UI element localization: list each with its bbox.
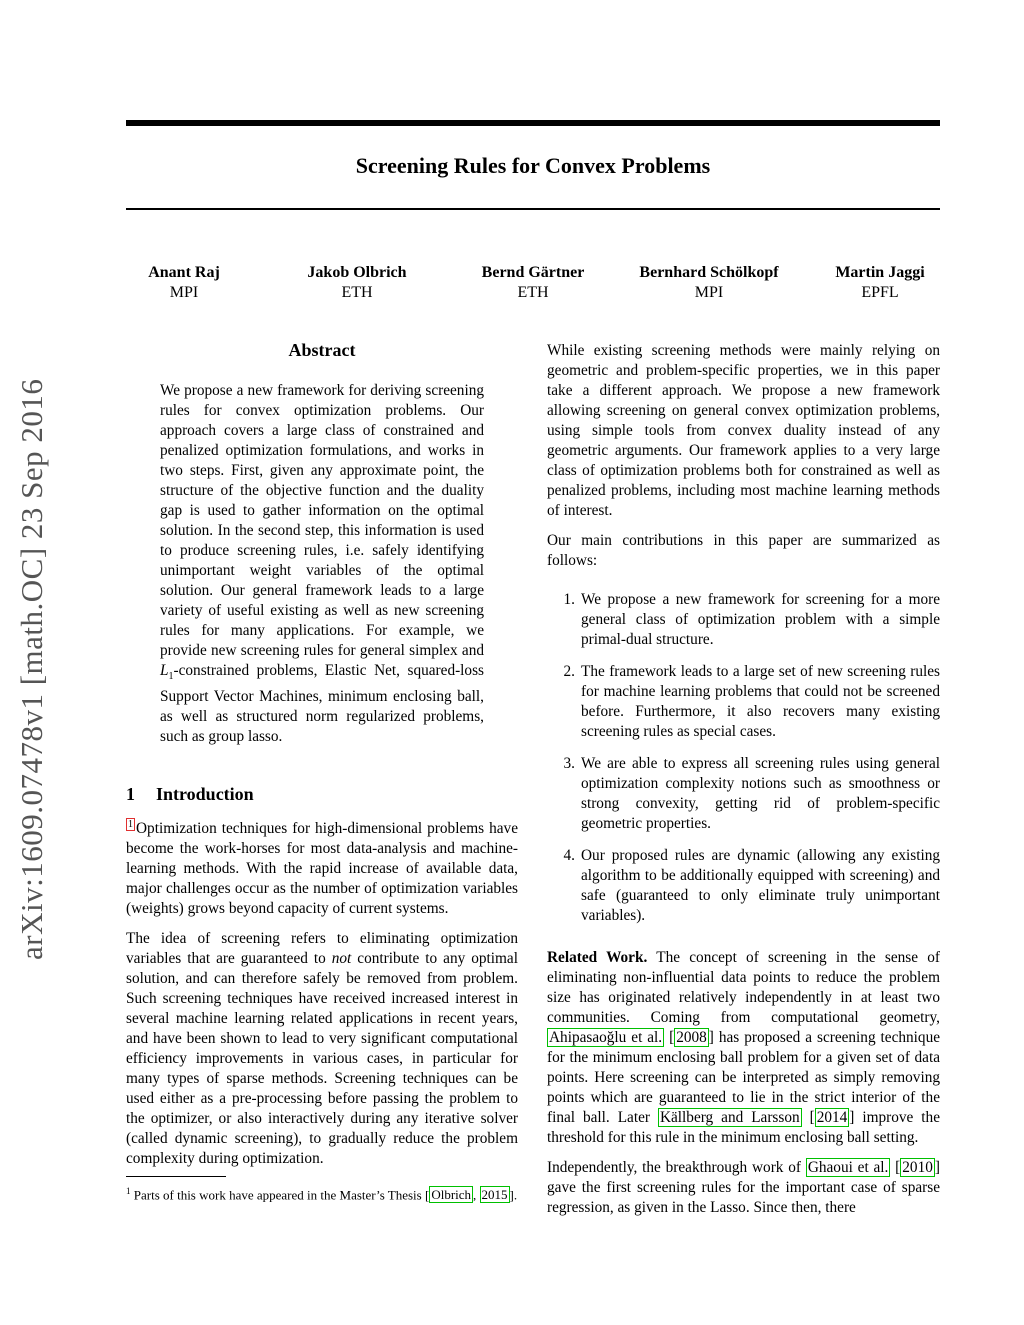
list-text: We are able to express all screening rules using general optimization complexity notions such as smoothness or strong convexity, getting rid of problem-specific geometric properties. xyxy=(581,755,940,832)
intro-paragraph-1 xyxy=(126,818,518,919)
paragraph-text: Optimization techniques for high-dimensional problems have become the work-horses for most data-analysis and machine-learning methods. With the rapid increase of available data, major challenges occur as the number of optimization variables (weights) grows beyond capacity of current systems. xyxy=(126,820,518,918)
paragraph-text: improve the threshold for this rule in the minimum enclosing ball setting. xyxy=(547,1109,940,1146)
footnote-text: Parts of this work have appeared in the Master’s Thesis [ xyxy=(133,1187,430,1203)
math-subscript: 1 xyxy=(168,671,174,683)
paragraph-text: The concept of screening in the sense of eliminating non-influential data points to reduce the problem size has originated relatively independently in at least two communities. Coming from computational geometry, xyxy=(547,949,940,1026)
citation-year-link[interactable]: 2015 xyxy=(481,1187,508,1203)
abstract-heading: Abstract xyxy=(288,340,356,360)
citation-year-link[interactable]: 2008 xyxy=(676,1029,707,1046)
citation-link[interactable]: Olbrich xyxy=(431,1187,472,1203)
contributions-list xyxy=(547,590,940,926)
list-text: Our proposed rules are dynamic (allowing any existing algorithm to be additionally equipped with screening) and safe (guaranteed to only eliminate truly unimportant variables). xyxy=(581,847,940,924)
author-name: Bernhard Schölkopf xyxy=(639,264,779,281)
author-block-4 xyxy=(624,263,794,303)
list-item xyxy=(547,846,940,926)
abstract-text xyxy=(160,381,484,747)
author-affiliation: EPFL xyxy=(861,284,899,301)
title-bottom-rule xyxy=(126,208,940,210)
title-top-rule xyxy=(126,120,940,126)
author-block-3 xyxy=(448,263,618,303)
right-column xyxy=(547,341,940,1218)
list-item xyxy=(547,662,940,742)
citation-year-link[interactable]: 2014 xyxy=(816,1109,848,1126)
footnote-number: 1 xyxy=(126,1186,131,1197)
footnote-link[interactable]: 1 xyxy=(128,819,133,831)
list-number: 3. xyxy=(563,755,575,772)
citation-separator: , xyxy=(473,1187,480,1203)
paragraph-label: Related Work. xyxy=(547,949,648,966)
author-affiliation: MPI xyxy=(169,284,199,301)
intro-paragraph-2 xyxy=(126,929,518,1169)
footnote-end: ]. xyxy=(509,1187,518,1203)
related-work-paragraph: Related Work. The concept of screening in the sense of eliminating non-influential data points to reduce the problem size has originated relatively independently in at least two communities. Coming from computational geometry, Ahipasaoğlu et al. [ 2008 ] has proposed a screening technique for the minimum enclosing ball problem for a given set of data points. Here screening can be interpreted as simply removing points which are guaranteed to lie in the strict interior of the final ball. Later Källberg and Larsson [ 2014 ] improve the threshold for this rule in the minimum enclosing ball setting. xyxy=(547,949,941,1146)
list-text: We propose a new framework for screening for a more general class of optimization problem with a simple primal-dual structure. xyxy=(581,591,940,648)
independently-paragraph: Independently, the breakthrough work of Ghaoui et al. [ 2010 ] gave the first screening rules for the important case of sparse regression, as given in the Lasso. Since then, there xyxy=(547,1159,940,1216)
footnote-divider xyxy=(126,1176,226,1177)
list-number: 2. xyxy=(563,663,575,680)
paragraph-text: has proposed a screening technique for the minimum enclosing ball problem for a given set of data points. Here screening can be interpreted as simply removing points which are guaranteed to lie in the strict interior of the final ball. Later xyxy=(547,1029,941,1126)
citation-link[interactable]: Ahipasaoğlu et al. xyxy=(549,1029,663,1046)
math-L1 xyxy=(160,662,169,679)
section-heading-introduction xyxy=(126,782,518,806)
paragraph-text: gave the first screening rules for the important case of sparse regression, as given in the Lasso. Since then, there xyxy=(547,1179,940,1216)
list-text: The framework leads to a large set of new screening rules for machine learning problems that could not be screened before. Furthermore, it also recovers many existing screening rules as special cases. xyxy=(581,663,940,740)
author-block-5 xyxy=(795,263,965,303)
right-paragraph-1: While existing screening methods were mainly relying on geometric and problem-specific properties, we in this paper take a different approach. We propose a new framework allowing screening on general convex optimization problems, using simple tools from convex duality instead of any geometric arguments. Our framework applies to a very large class of optimization problems both for constrained as well as penalized problems, including most machine learning methods of interest. xyxy=(547,342,940,519)
citation-link[interactable]: Källberg and Larsson xyxy=(659,1109,800,1126)
author-affiliation: ETH xyxy=(341,284,373,301)
list-number: 4. xyxy=(563,847,575,864)
author-affiliation: MPI xyxy=(694,284,724,301)
list-item xyxy=(547,754,940,834)
abstract-text-part: We propose a new framework for deriving screening rules for convex optimization problems. Our approach covers a large class of constrained and penalized optimization formulations, and works in two steps. First, given any approximate point, the structure of the objective function and the duality gap is used to gather information on the optimal solution. In the second step, this information is used to produce screening rules, i.e. safely identifying unimportant weight variables of the optimal solution. Our general framework leads to a large variety of useful existing as well as new screening rules for many applications. For example, we provide new screening rules for general simplex and xyxy=(160,382,484,659)
list-item xyxy=(547,590,940,650)
math-symbol: L xyxy=(160,662,169,679)
footnote xyxy=(126,1183,518,1203)
citation-year-link[interactable]: 2010 xyxy=(902,1159,933,1176)
abstract-text-part: -constrained problems, Elastic Net, squared-loss Support Vector Machines, minimum enclosing ball, as well as structured norm regularized problems, such as group lasso. xyxy=(160,662,484,746)
author-name: Bernd Gärtner xyxy=(481,264,585,281)
list-number: 1. xyxy=(563,591,575,608)
author-name: Jakob Olbrich xyxy=(307,264,407,281)
paragraph-text: contribute to any optimal solution, and can therefore safely be removed from problem. Such screening techniques have received increased interest in several machine learning related applications in recent years, and have been shown to lead to very significant computational efficiency improvements in various cases, in particular for many types of sparse methods. Screening techniques can be used either as a pre-processing before passing the problem to the optimizer, or also interactively during any iterative solver (called dynamic screening), to gradually reduce the problem complexity during optimization. xyxy=(126,950,518,1168)
citation-link[interactable]: Ghaoui et al. xyxy=(807,1159,889,1176)
author-block-1 xyxy=(99,263,269,303)
section-number: 1 xyxy=(126,784,135,805)
author-name: Anant Raj xyxy=(148,264,220,281)
left-column xyxy=(126,338,518,1203)
arxiv-identifier: arXiv:1609.07478v1 [math.OC] 23 Sep 2016 xyxy=(14,378,49,960)
section-title: Introduction xyxy=(156,784,254,805)
right-paragraph-2: Our main contributions in this paper are summarized as follows: xyxy=(547,532,940,569)
author-name: Martin Jaggi xyxy=(835,264,925,281)
paper-title: Screening Rules for Convex Problems xyxy=(355,153,711,178)
author-affiliation: ETH xyxy=(517,284,549,301)
paragraph-text: The idea of screening refers to eliminating optimization variables that are guaranteed to xyxy=(126,930,518,968)
author-block-2 xyxy=(272,263,442,303)
emphasis-text: not xyxy=(331,950,352,968)
paragraph-text: Independently, the breakthrough work of xyxy=(547,1159,806,1176)
